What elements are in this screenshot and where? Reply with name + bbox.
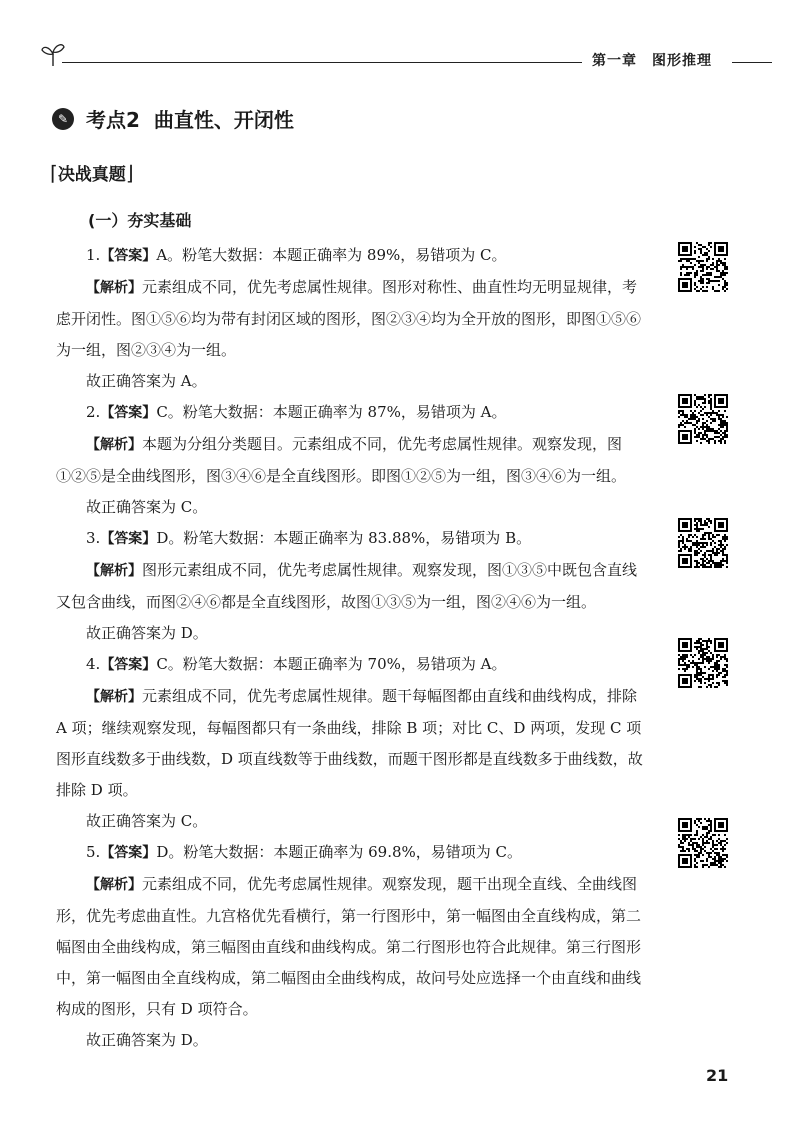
page-header [0, 38, 800, 78]
answer-list [56, 240, 646, 1056]
explanation [56, 272, 646, 366]
question-item [56, 837, 646, 1056]
answer-tag: 【答案】 [100, 531, 157, 547]
qr-code-icon[interactable] [678, 638, 728, 688]
answer-tag: 【答案】 [100, 845, 157, 861]
bracket-open-icon: ⌈ [50, 161, 58, 185]
qr-code-icon[interactable] [678, 818, 728, 868]
qr-code-icon[interactable] [678, 242, 728, 292]
answer-line: 4.【答案】C。粉笔大数据：本题正确率为 70%，易错项为 A。 [86, 655, 507, 673]
question-item [56, 397, 646, 523]
section-heading [52, 104, 294, 133]
conclusion: 故正确答案为 C。 [86, 812, 208, 830]
explanation [56, 555, 646, 618]
explain-tag: 【解析】 [86, 563, 142, 579]
explain-tag: 【解析】 [86, 280, 142, 296]
answer-tag: 【答案】 [100, 248, 157, 264]
conclusion: 故正确答案为 C。 [86, 498, 208, 516]
subsection-title: (一）夯实基础 [88, 211, 192, 230]
explain-text: 本题为分组分类题目。元素组成不同，优先考虑属性规律。观察发现，图①②⑤是全曲线图形，图③④⑥是全直线图形。即图①②⑤为一组，图③④⑥为一组。 [56, 435, 627, 485]
answer-line: 1.【答案】A。粉笔大数据：本题正确率为 89%，易错项为 C。 [86, 246, 507, 264]
explain-tag: 【解析】 [86, 437, 142, 453]
explanation [56, 429, 646, 492]
explain-text: 元素组成不同，优先考虑属性规律。题干每幅图都由直线和曲线构成，排除 A 项；继续观察发现，每幅图都只有一条曲线，排除 B 项；对比 C、D 两项，发现 C 项图形直线数多于曲线数，D 项直线数等于曲线数，而题干图形都是直线数多于曲线数，故排除 D 项。 [56, 687, 643, 799]
answer-text: A。粉笔大数据：本题正确率为 89%，易错项为 C。 [156, 246, 507, 264]
chapter-title: 第一章 图形推理 [592, 53, 712, 69]
explain-text: 元素组成不同，优先考虑属性规律。观察发现，题干出现全直线、全曲线图形，优先考虑曲直性。九宫格优先看横行，第一行图形中，第一幅图由全直线构成，第二幅图由全曲线构成，第三幅图由直线和曲线构成。第二行图形也符合此规律。第三行图形中，第一幅图由全直线构成，第二幅图由全曲线构成，故问号处应选择一个由直线和曲线构成的图形，只有 D 项符合。 [56, 875, 642, 1018]
answer-line: 5.【答案】D。粉笔大数据：本题正确率为 69.8%，易错项为 C。 [86, 843, 523, 861]
answer-tag: 【答案】 [100, 657, 157, 673]
header-rule-right [732, 62, 772, 63]
answer-line: 3.【答案】D。粉笔大数据：本题正确率为 83.88%，易错项为 B。 [86, 529, 532, 547]
explanation [56, 869, 646, 1025]
explain-text: 元素组成不同，优先考虑属性规律。图形对称性、曲直性均无明显规律，考虑开闭性。图①⑤⑥均为带有封闭区域的图形，图②③④均为全开放的图形，即图①⑤⑥为一组，图②③④为一组。 [56, 278, 642, 359]
header-rule [62, 62, 582, 63]
qr-code-icon[interactable] [678, 518, 728, 568]
section-label: 考点2 [86, 108, 140, 132]
answer-text: D。粉笔大数据：本题正确率为 83.88%，易错项为 B。 [156, 529, 532, 547]
page-number: 21 [706, 1066, 729, 1085]
answer-text: C。粉笔大数据：本题正确率为 87%，易错项为 A。 [156, 403, 507, 421]
answer-tag: 【答案】 [100, 405, 157, 421]
qr-code-icon[interactable] [678, 394, 728, 444]
answer-text: C。粉笔大数据：本题正确率为 70%，易错项为 A。 [156, 655, 507, 673]
question-item [56, 649, 646, 837]
explanation [56, 681, 646, 806]
bracket-close-icon: ⌋ [125, 161, 134, 185]
section-title: 曲直性、开闭性 [153, 108, 294, 132]
pen-icon: ✎ [52, 108, 74, 130]
explain-tag: 【解析】 [86, 689, 142, 705]
answer-line: 2.【答案】C。粉笔大数据：本题正确率为 87%，易错项为 A。 [86, 403, 507, 421]
explain-tag: 【解析】 [86, 877, 142, 893]
conclusion: 故正确答案为 D。 [86, 624, 208, 642]
box-title-text: 决战真题 [57, 165, 126, 185]
explain-text: 图形元素组成不同，优先考虑属性规律。观察发现，图①③⑤中既包含直线又包含曲线，而图②④⑥都是全直线图形，故图①③⑤为一组，图②④⑥为一组。 [56, 561, 638, 611]
conclusion: 故正确答案为 D。 [86, 1031, 208, 1049]
answer-text: D。粉笔大数据：本题正确率为 69.8%，易错项为 C。 [156, 843, 523, 861]
box-title [50, 160, 134, 185]
question-item [56, 523, 646, 649]
question-item [56, 240, 646, 397]
sprout-icon [40, 40, 66, 68]
conclusion: 故正确答案为 A。 [86, 372, 207, 390]
